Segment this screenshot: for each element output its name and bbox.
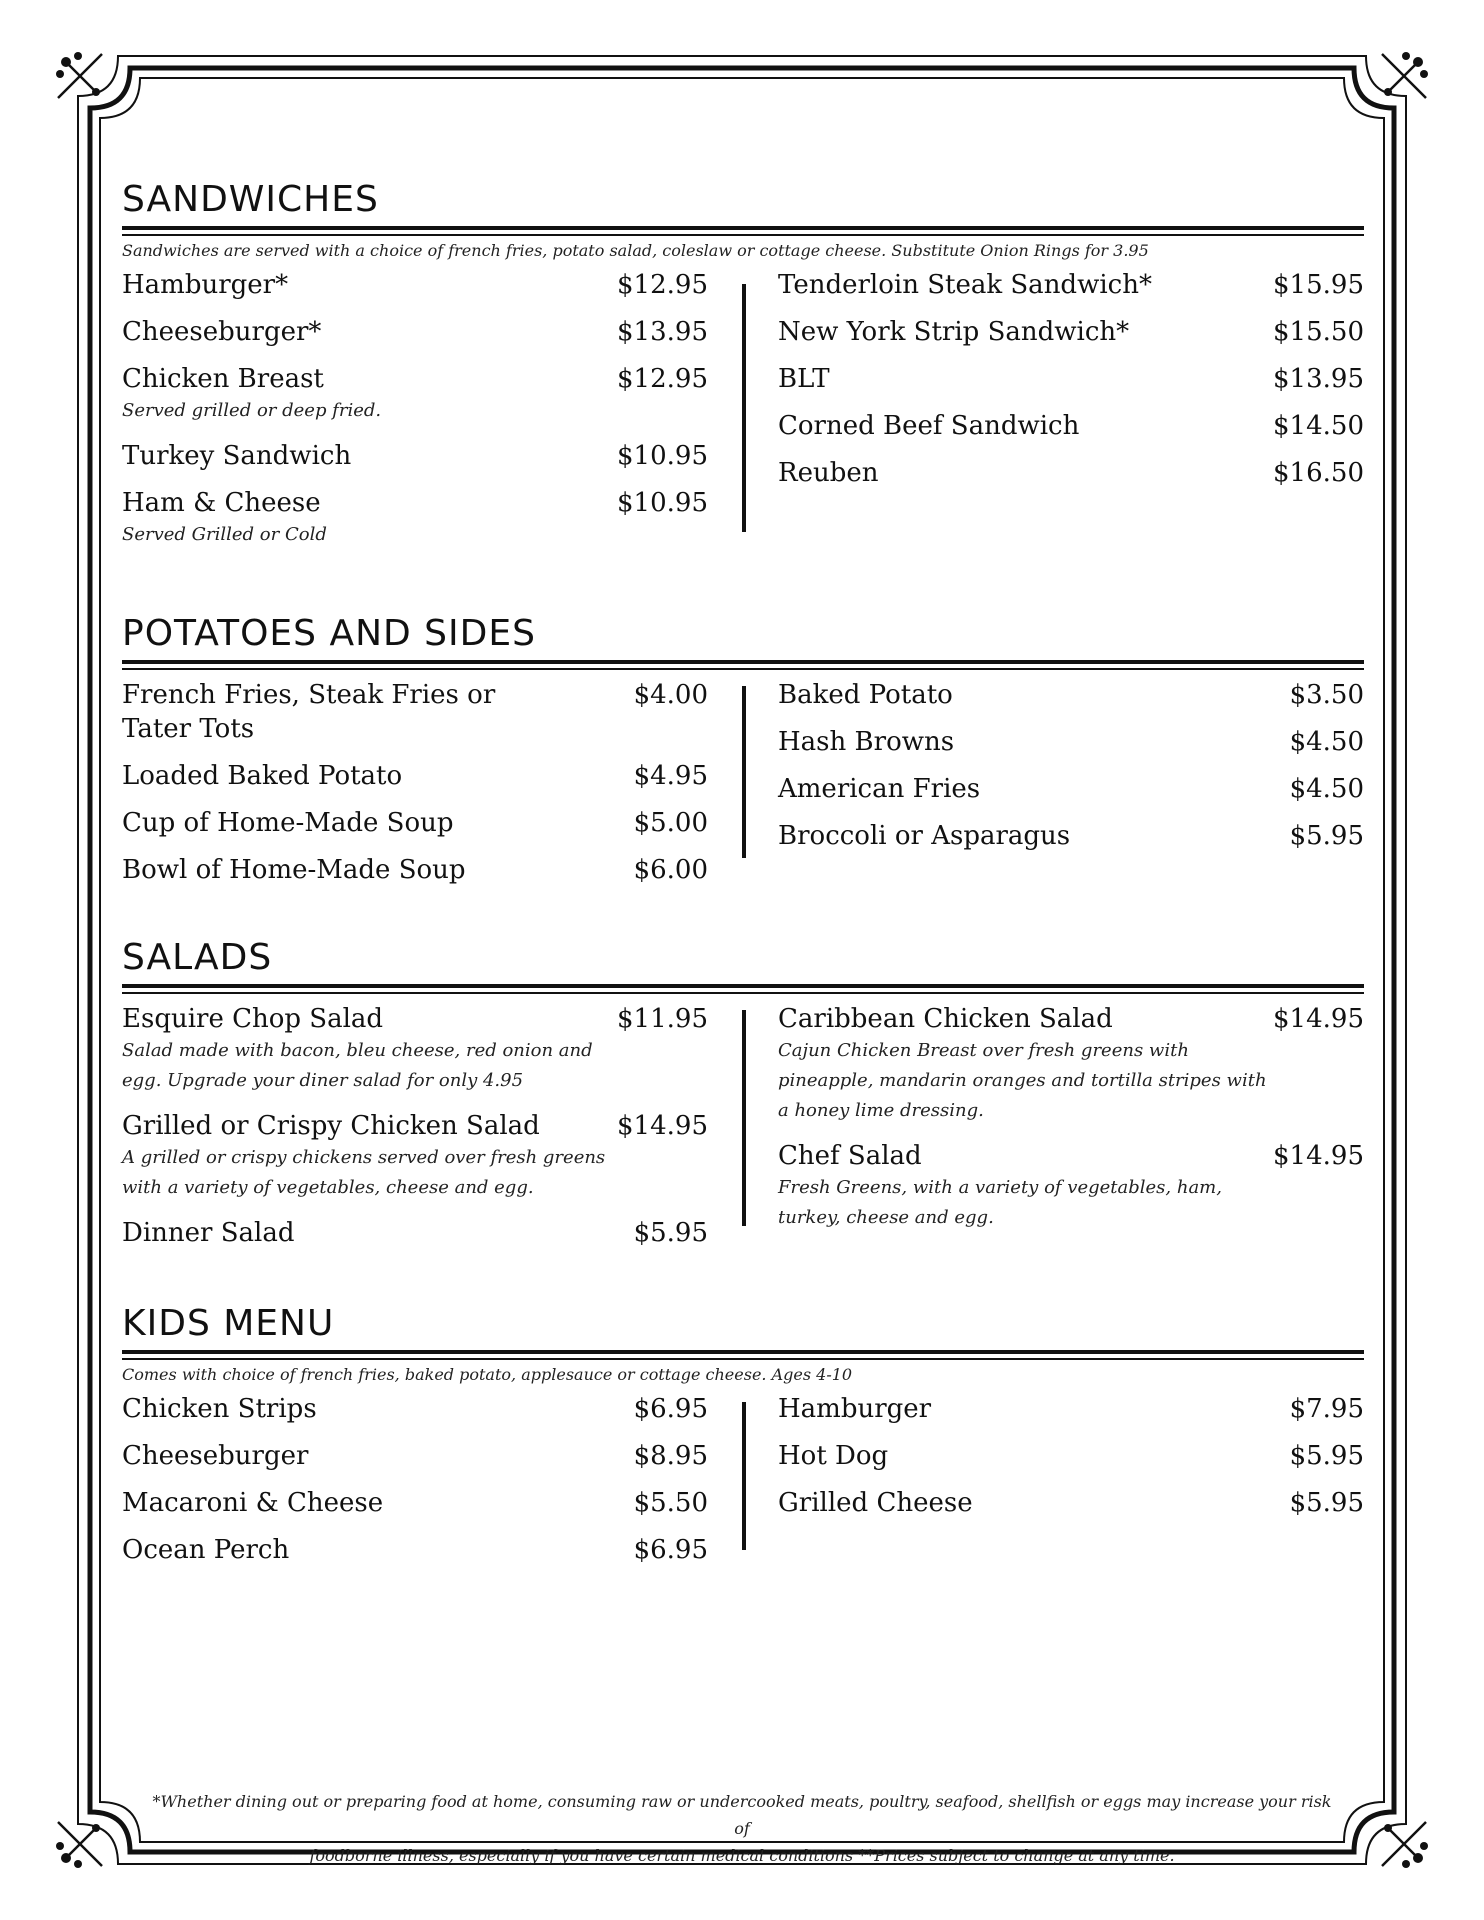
item-name: French Fries, Steak Fries or Tater Tots (122, 680, 496, 744)
left-column (122, 678, 708, 900)
menu-item (778, 1392, 1364, 1426)
item-price: $12.95 (617, 270, 708, 300)
item-price: $13.95 (1273, 364, 1364, 394)
item-price: $14.95 (1273, 1141, 1364, 1171)
item-name: Loaded Baked Potato (122, 761, 403, 791)
menu-item (122, 268, 708, 302)
item-name: Esquire Chop Salad (122, 1004, 384, 1034)
item-price: $14.95 (617, 1111, 708, 1141)
menu-item (122, 439, 708, 473)
item-price: $6.95 (633, 1394, 708, 1424)
item-name: Broccoli or Asparagus (778, 821, 1071, 851)
item-columns (122, 268, 1364, 563)
item-description: Served Grilled or Cold (122, 524, 327, 545)
item-name: Hamburger (778, 1394, 932, 1424)
column-divider (742, 1402, 746, 1550)
item-description: Fresh Greens, with a variety of vegetables, ham, turkey, cheese and egg. (778, 1177, 1222, 1228)
item-name: American Fries (778, 774, 981, 804)
item-name: Hamburger* (122, 270, 289, 300)
menu-item (122, 1439, 708, 1473)
section-title: POTATOES AND SIDES (122, 613, 536, 654)
menu-item (778, 456, 1364, 490)
menu-item (122, 1109, 708, 1203)
floral-ornament-icon (52, 48, 108, 104)
item-price: $14.95 (1273, 1004, 1364, 1034)
item-description: A grilled or crispy chickens served over fresh greens with a variety of vegetables, cheese and egg. (122, 1147, 606, 1198)
menu-item (778, 315, 1364, 349)
menu-item (122, 853, 708, 887)
item-price: $4.50 (1289, 774, 1364, 804)
item-description: Served grilled or deep fried. (122, 400, 382, 421)
item-price: $5.95 (1289, 821, 1364, 851)
section-sandwiches (122, 178, 1364, 563)
item-price: $7.95 (1289, 1394, 1364, 1424)
floral-ornament-icon (1376, 1816, 1432, 1872)
section-title: KIDS MENU (122, 1303, 335, 1344)
item-price: $5.95 (1289, 1488, 1364, 1518)
menu-item (778, 1139, 1364, 1233)
floral-ornament-icon (52, 1816, 108, 1872)
right-column (778, 268, 1364, 563)
item-columns (122, 1392, 1364, 1580)
item-description: Cajun Chicken Breast over fresh greens with pineapple, mandarin oranges and tortilla stripes with a honey lime dressing. (778, 1040, 1267, 1121)
menu-item (778, 678, 1364, 712)
menu-item (778, 1486, 1364, 1520)
menu-item (122, 806, 708, 840)
item-price: $8.95 (633, 1441, 708, 1471)
menu-item (778, 1439, 1364, 1473)
footer-disclaimer (150, 1788, 1334, 1869)
item-price: $13.95 (617, 317, 708, 347)
section-note: Comes with choice of french fries, baked potato, applesauce or cottage cheese. Ages 4-10 (122, 1365, 853, 1384)
right-column (778, 1392, 1364, 1580)
item-name: Macaroni & Cheese (122, 1488, 384, 1518)
menu-item (778, 772, 1364, 806)
column-divider (742, 1010, 746, 1226)
item-name: Baked Potato (778, 680, 953, 710)
item-name: Hot Dog (778, 1441, 889, 1471)
item-name: Turkey Sandwich (122, 441, 352, 471)
item-price: $5.95 (1289, 1441, 1364, 1471)
item-name: BLT (778, 364, 830, 394)
item-price: $5.95 (633, 1218, 708, 1248)
section-sides (122, 612, 1364, 900)
column-divider (742, 686, 746, 858)
double-rule (122, 226, 1364, 238)
section-kids (122, 1302, 1364, 1580)
section-title: SANDWICHES (122, 179, 379, 220)
menu-item (122, 1533, 708, 1567)
item-name: New York Strip Sandwich* (778, 317, 1130, 347)
item-price: $15.95 (1273, 270, 1364, 300)
item-name: Chicken Breast (122, 364, 324, 394)
item-price: $10.95 (617, 488, 708, 518)
item-name: Cup of Home-Made Soup (122, 808, 454, 838)
menu-item (778, 362, 1364, 396)
column-divider (742, 284, 746, 532)
item-price: $16.50 (1273, 458, 1364, 488)
item-columns (122, 678, 1364, 900)
menu-item (778, 819, 1364, 853)
item-name: Reuben (778, 458, 879, 488)
item-price: $6.00 (633, 855, 708, 885)
item-name: Ham & Cheese (122, 488, 321, 518)
item-price: $5.00 (633, 808, 708, 838)
section-salads (122, 936, 1364, 1263)
menu-item (122, 1392, 708, 1426)
double-rule (122, 660, 1364, 672)
double-rule (122, 984, 1364, 996)
item-price: $4.00 (633, 680, 708, 710)
item-price: $11.95 (617, 1004, 708, 1034)
item-name: Ocean Perch (122, 1535, 290, 1565)
item-price: $14.50 (1273, 411, 1364, 441)
left-column (122, 1002, 708, 1263)
item-price: $3.50 (1289, 680, 1364, 710)
menu-item (122, 486, 708, 550)
item-name: Grilled Cheese (778, 1488, 973, 1518)
right-column (778, 1002, 1364, 1263)
item-name: Tenderloin Steak Sandwich* (778, 270, 1152, 300)
item-name: Chef Salad (778, 1141, 922, 1171)
menu-item (122, 315, 708, 349)
item-price: $4.95 (633, 761, 708, 791)
section-title: SALADS (122, 937, 273, 978)
item-name: Cheeseburger (122, 1441, 309, 1471)
item-name: Bowl of Home-Made Soup (122, 855, 466, 885)
item-name: Caribbean Chicken Salad (778, 1004, 1113, 1034)
menu-item (122, 1486, 708, 1520)
menu-item (778, 268, 1364, 302)
item-name: Corned Beef Sandwich (778, 411, 1080, 441)
menu-item (778, 725, 1364, 759)
left-column (122, 1392, 708, 1580)
item-price: $12.95 (617, 364, 708, 394)
item-name: Cheeseburger* (122, 317, 322, 347)
item-name: Dinner Salad (122, 1218, 295, 1248)
item-price: $6.95 (633, 1535, 708, 1565)
item-columns (122, 1002, 1364, 1263)
section-note: Sandwiches are served with a choice of french fries, potato salad, coleslaw or cottage cheese. Substitute Onion Rings for 3.95 (122, 241, 1149, 260)
item-price: $15.50 (1273, 317, 1364, 347)
menu-item (122, 1002, 708, 1096)
item-name: Hash Browns (778, 727, 955, 757)
right-column (778, 678, 1364, 900)
menu-item (778, 1002, 1364, 1126)
menu-item (122, 362, 708, 426)
left-column (122, 268, 708, 563)
item-price: $4.50 (1289, 727, 1364, 757)
item-name: Grilled or Crispy Chicken Salad (122, 1111, 540, 1141)
floral-ornament-icon (1376, 48, 1432, 104)
item-name: Chicken Strips (122, 1394, 317, 1424)
menu-item (122, 678, 708, 746)
item-price: $5.50 (633, 1488, 708, 1518)
footer-line: *Whether dining out or preparing food at home, consuming raw or undercooked meats, poultry, seafood, shellfish or eggs may increase your risk of (152, 1792, 1332, 1838)
double-rule (122, 1350, 1364, 1362)
menu-item (778, 409, 1364, 443)
item-description: Salad made with bacon, bleu cheese, red onion and egg. Upgrade your diner salad for only 4.95 (122, 1040, 593, 1091)
footer-line: foodborne illness, especially if you have certain medical conditions **Prices subject to change at any time. (309, 1846, 1175, 1865)
item-price: $10.95 (617, 441, 708, 471)
menu-item (122, 759, 708, 793)
menu-item (122, 1216, 708, 1250)
